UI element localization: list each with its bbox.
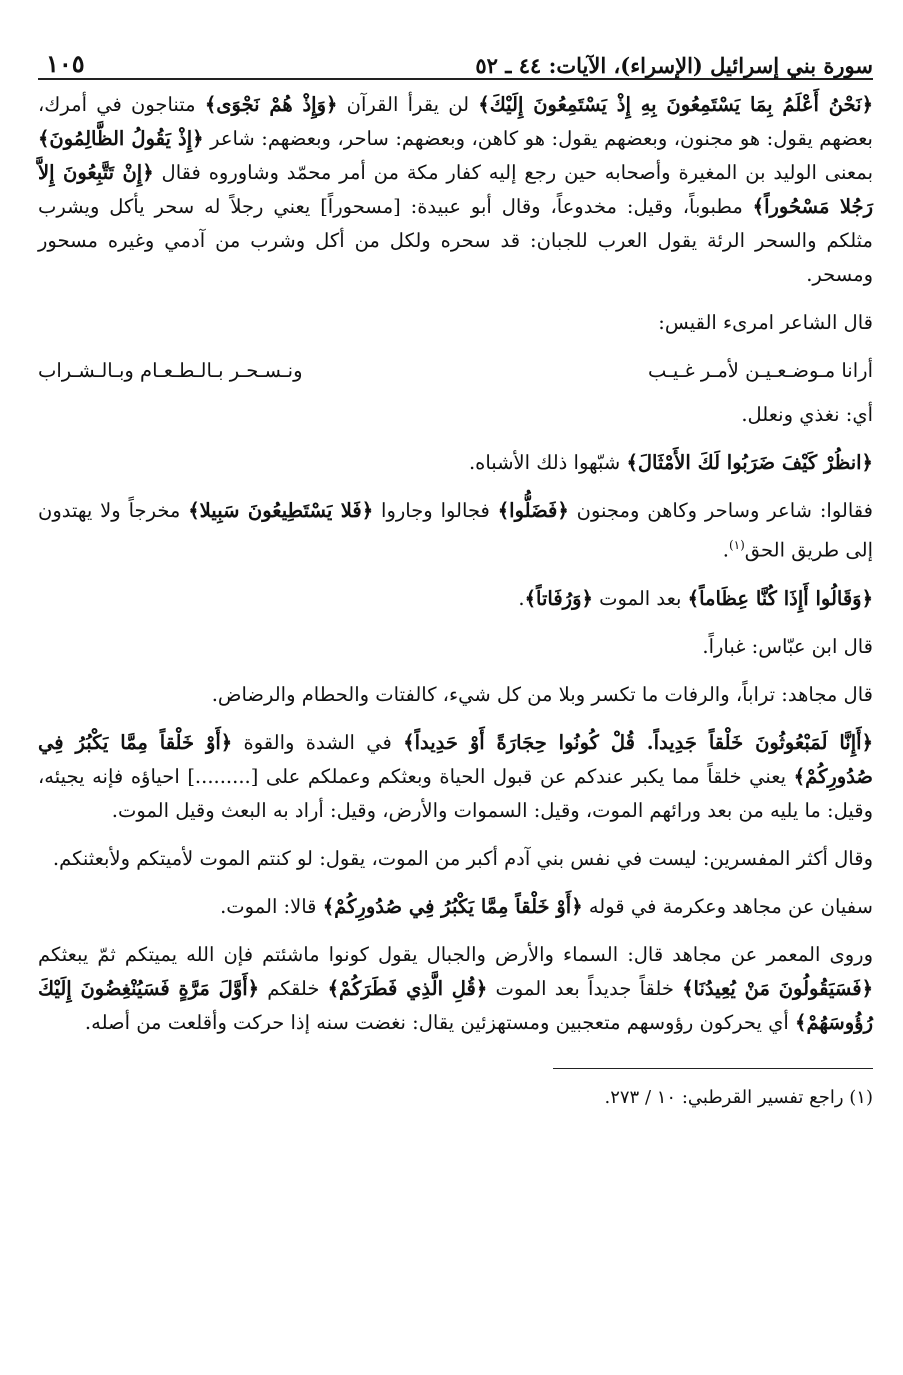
paragraph-7: قال ابن عبّاس: غباراً.: [702, 634, 873, 658]
quran-quote: ﴿فَلا يَسْتَطِيعُونَ سَبِيلا﴾: [188, 499, 374, 522]
running-title: سورة بني إسرائيل (الإسراء)، الآيات: ٤٤ ـ ٥٢: [475, 53, 873, 78]
page-header: [38, 30, 873, 80]
paragraph-9: [38, 726, 873, 828]
quran-quote: ﴿إِنْ تَتَّبِعُونَ إِلاَّ رَجُلا مَسْحُوراً﴾: [38, 161, 873, 218]
text-run: يعني خلقاً مما يكبر عندكم عن قبول الحياة وبعثكم وعملكم على [.........] احياؤه فإنه يجيئه، وقيل: ما يليه من بعد ورائهم الموت، وقيل: السموات والأرض، وقيل: أراد به البعث وقيل الموت.: [38, 764, 873, 822]
text-run: فقالوا: شاعر وساحر وكاهن ومجنون: [568, 499, 873, 522]
page-body: [38, 88, 873, 1115]
quran-quote: ﴿انظُرْ كَيْفَ ضَرَبُوا لَكَ الأَمْثَالَ﴾: [626, 451, 873, 474]
text-run: مطبوباً، وقيل: مخدوعاً، وقال أبو عبيدة: [مسحوراً] يعني رجلاً له سحر يأكل ويشرب مثلكم والسحر الرئة يقول العرب للجبان: قد سحره ولكل من أكل وشرب من آدمي وغيره مسحور ومسحر.: [38, 195, 873, 286]
paragraph-6: [38, 582, 873, 616]
text-run: فجالوا وجاروا: [373, 499, 498, 522]
paragraph-5: [38, 494, 873, 568]
page-number: ١٠٥: [46, 49, 85, 78]
paragraph-3: أي: نغذي ونعلل.: [741, 403, 873, 426]
footnote-marker: (١): [728, 538, 745, 552]
text-run: أي يحركون رؤوسهم متعجبين ومستهزئين يقال: نغضت سنه إذا حركت وأقلعت من أصله.: [84, 1010, 796, 1034]
quran-quote: ﴿أَوَّلَ مَرَّةٍ فَسَيُنْغِضُونَ إِلَيْكَ رُؤُوسَهُمْ﴾: [38, 976, 873, 1034]
footnote-divider: [553, 1068, 873, 1069]
text-run: خلقاً جديداً بعد الموت: [487, 976, 683, 1000]
quran-quote: ﴿فَسَيَقُولُونَ مَنْ يُعِيدُنَا﴾: [682, 976, 874, 1000]
paragraph-10: وقال أكثر المفسرين: ليست في نفس بني آدم أكبر من الموت، يقول: لو كنتم الموت لأميتكم ولأبعثنكم.: [52, 846, 873, 870]
paragraph-12: [38, 938, 873, 1040]
paragraph-2: قال الشاعر امرىء القيس:: [658, 311, 873, 334]
text-run: لن يقرأ القرآن: [337, 93, 479, 116]
text-run: سفيان عن مجاهد وعكرمة في قوله: [582, 894, 873, 918]
text-run: .: [722, 538, 729, 562]
quran-quote: ﴿وَقَالُوا أَإِذَا كُنَّا عِظَاماً﴾: [687, 586, 873, 610]
quran-quote: ﴿أَوْ خَلْقاً مِمَّا يَكْبُرُ فِي صُدُورِكُمْ﴾: [38, 730, 873, 788]
footnote: (١) راجع تفسير القرطبي: ١٠ / ٢٧٣.: [604, 1086, 873, 1108]
verse-second-hemistich: ونـسـحـر بـالـطـعـام وبـالـشـراب: [38, 359, 303, 382]
verse-first-hemistich: أرانا مـوضـعـيـن لأمـر غـيـب: [648, 359, 873, 382]
quran-quote: ﴿قُلِ الَّذِي فَطَرَكُمْ﴾: [327, 976, 488, 1000]
quran-quote: ﴿أَوْ خَلْقاً مِمَّا يَكْبُرُ فِي صُدُورِكُمْ﴾: [322, 894, 583, 918]
quran-quote: ﴿وَإِذْ هُمْ نَجْوَى﴾: [204, 93, 338, 116]
book-page: [38, 30, 873, 1375]
paragraph-1: [38, 88, 873, 292]
paragraph-8: قال مجاهد: تراباً، والرفات ما تكسر وبلا من كل شيء، كالفتات والحطام والرضاض.: [211, 682, 873, 706]
quran-quote: ﴿إِذْ يَقُولُ الظَّالِمُونَ﴾: [38, 127, 204, 150]
text-run: .: [518, 586, 525, 610]
text-run: مخرجاً ولا يهتدون إلى طريق الحق: [38, 499, 873, 562]
text-run: في الشدة والقوة: [232, 730, 404, 754]
text-run: وروى المعمر عن مجاهد قال: السماء والأرض والجبال يقول كونوا ماشئتم فإن الله يميتكم ثمّ يبعثكم: [38, 942, 873, 966]
text-run: شبّهوا ذلك الأشباه.: [468, 451, 627, 474]
text-run: متناجون في أمرك، بعضهم يقول: هو مجنون، وبعضهم يقول: هو كاهن، وبعضهم: ساحر، وبعضهم: شاعر: [38, 93, 873, 150]
text-run: خلقكم: [259, 976, 328, 1000]
quran-quote: ﴿أَإِنَّا لَمَبْعُوثُونَ خَلْقاً جَدِيداً. قُلْ كُونُوا حِجَارَةً أَوْ حَدِيداً﴾: [403, 730, 873, 754]
quran-quote: ﴿فَضَلُّوا﴾: [497, 499, 569, 522]
text-run: بعد الموت: [592, 586, 688, 610]
text-run: قالا: الموت.: [220, 894, 323, 918]
paragraph-11: [38, 890, 873, 924]
paragraph-4: [38, 446, 873, 480]
poetry-verse: [38, 354, 873, 388]
text-run: بمعنى الوليد بن المغيرة وأصحابه حين رجع إليه كفار مكة من أمر محمّد وشاوروه فقال: [153, 161, 874, 184]
quran-quote: ﴿نَحْنُ أَعْلَمُ بِمَا يَسْتَمِعُونَ بِهِ إِذْ يَسْتَمِعُونَ إِلَيْكَ﴾: [478, 93, 873, 116]
quran-quote: ﴿وَرُفَاتاً﴾: [524, 586, 593, 610]
